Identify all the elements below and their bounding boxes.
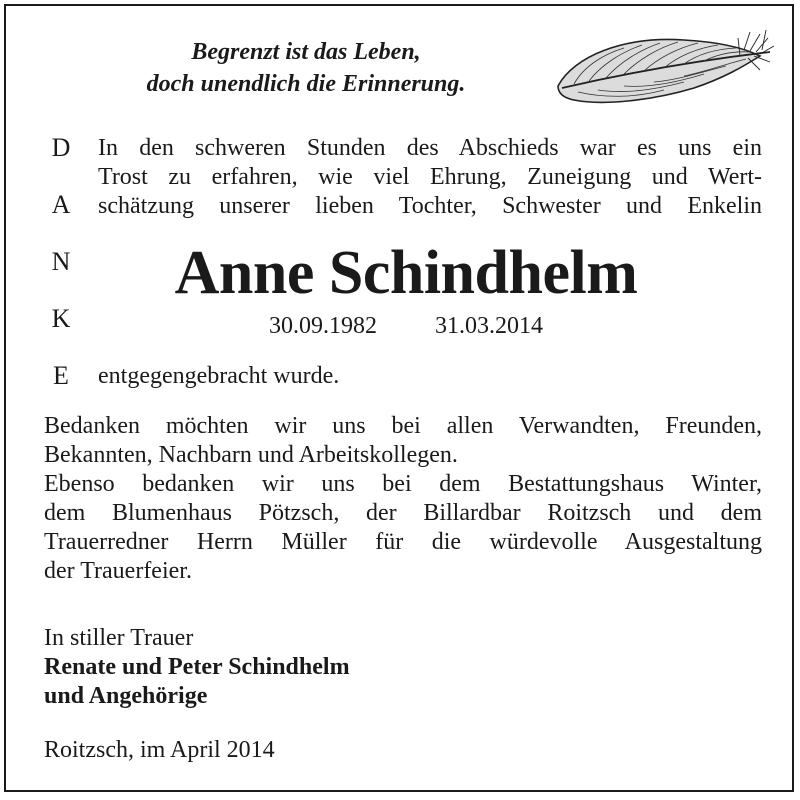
signature-block: [44, 624, 350, 711]
intro-line-3: schätzung unserer lieben Tochter, Schwester und Enkelin: [98, 193, 762, 219]
thanks-line-2: Bekannten, Nachbarn und Arbeitskollegen.: [44, 442, 458, 468]
deceased-name: Anne Schindhelm: [174, 239, 638, 307]
intro-line-1: In den schweren Stunden des Abschieds war es uns ein: [98, 135, 762, 161]
danke-letter-a: A: [51, 190, 71, 219]
danke-letter-e: E: [53, 361, 69, 390]
signature-intro: In stiller Trauer: [44, 625, 194, 651]
motto-line-2: doch unendlich die Erinnerung.: [146, 71, 466, 97]
danke-letter-k: K: [51, 304, 71, 333]
after-name-text: entgegengebracht wurde.: [98, 363, 340, 389]
thanks-line-5: Trauerredner Herrn Müller für die würdevolle Ausgestaltung: [44, 529, 762, 555]
death-date: 31.03.2014: [435, 313, 543, 339]
thanks-line-1: Bedanken möchten wir uns bei allen Verwandten, Freunden,: [44, 413, 762, 439]
motto-line-1: Begrenzt ist das Leben,: [191, 39, 421, 65]
thanks-paragraph: [44, 412, 762, 586]
life-dates: [6, 311, 800, 341]
danke-letter-d: D: [51, 133, 71, 162]
place-date: Roitzsch, im April 2014: [44, 737, 275, 763]
motto: [106, 36, 506, 100]
feather-icon: [554, 26, 776, 114]
intro-line-2: Trost zu erfahren, wie viel Ehrung, Zuneigung und Wert-: [98, 164, 762, 190]
thanks-line-3: Ebenso bedanken wir uns bei dem Bestattungshaus Winter,: [44, 471, 762, 497]
intro-paragraph: [98, 134, 762, 221]
thanks-line-4: dem Blumenhaus Pötzsch, der Billardbar Roitzsch und dem: [44, 500, 762, 526]
obituary-notice: [4, 4, 794, 792]
thanks-line-6: der Trauerfeier.: [44, 558, 192, 584]
danke-letter-n: N: [51, 247, 71, 276]
birth-date: 30.09.1982: [269, 313, 377, 339]
signature-names: Renate und Peter Schindhelm: [44, 654, 350, 680]
signature-family: und Angehörige: [44, 683, 208, 709]
